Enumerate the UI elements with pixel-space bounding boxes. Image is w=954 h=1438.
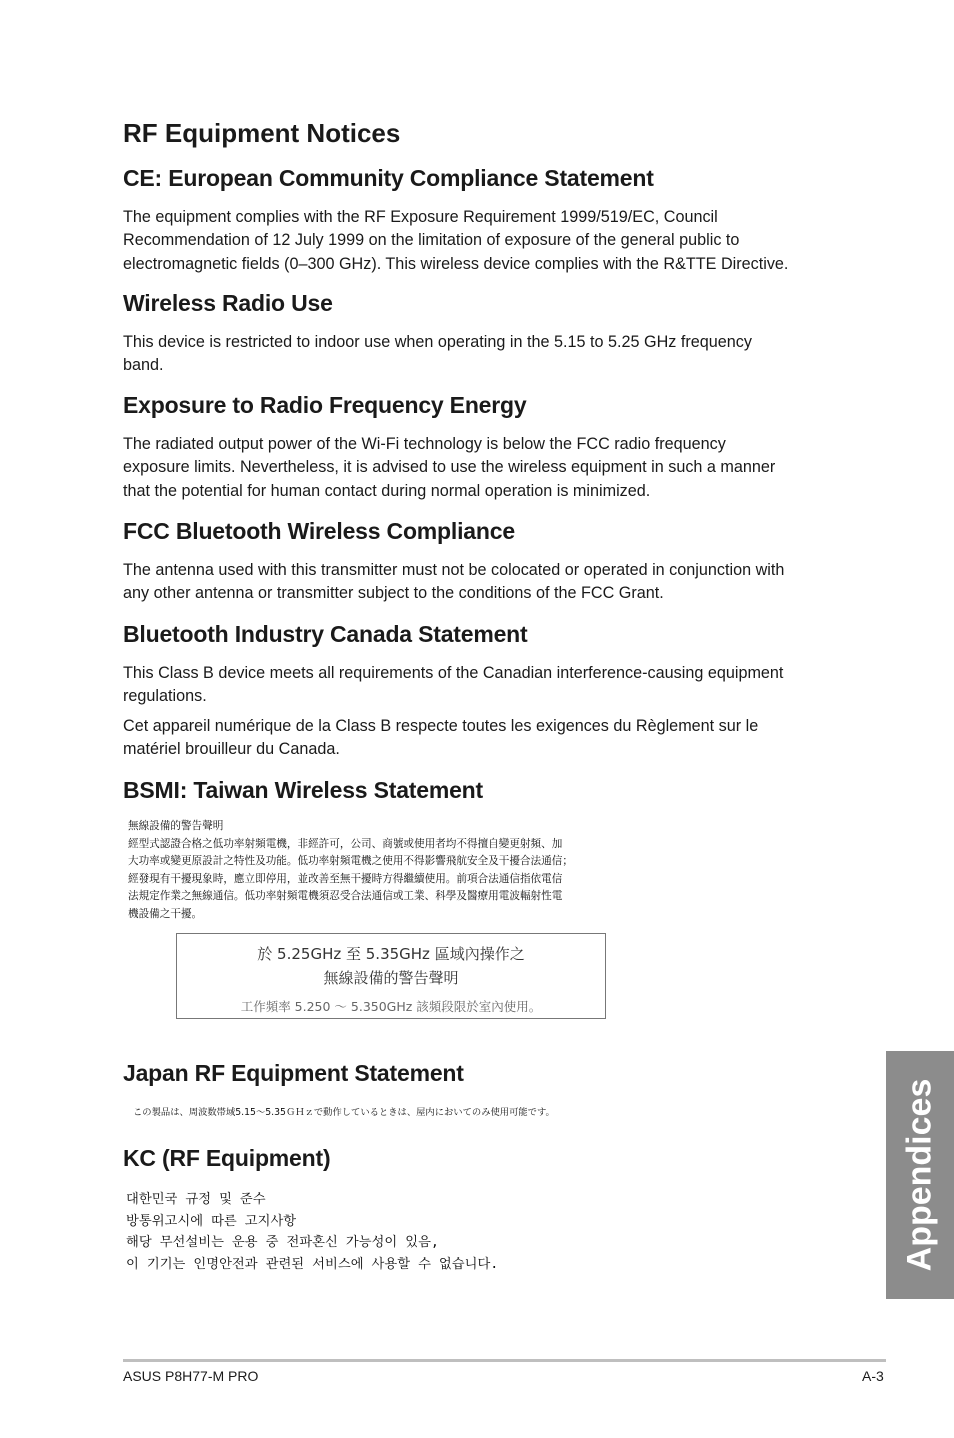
fcc-bluetooth-heading: FCC Bluetooth Wireless Compliance bbox=[123, 518, 515, 544]
footer-product-name: ASUS P8H77-M PRO bbox=[123, 1368, 259, 1384]
ce-paragraph: The equipment complies with the RF Exposure Requirement 1999/519/EC, Council Recommendation of 12 July 1999 on the limitation of exposure of the general public to electromagnetic fields (0–300 GHz). This wireless device complies with the R&TTE Directive. bbox=[123, 208, 789, 273]
japan-statement: この製品は、周波数帯域5.15～5.35ＧＨｚで動作しているときは、屋内においてのみ使用可能です。 bbox=[133, 1107, 555, 1118]
footer-page-number: A-3 bbox=[862, 1368, 884, 1384]
bt-canada-heading: Bluetooth Industry Canada Statement bbox=[123, 621, 528, 647]
kc-statement: 대한민국 규정 및 준수 방통위고시에 따른 고지사항 해당 무선설비는 운용 중 전파혼신 가능성이 있음, 이 기기는 인명안전과 관련된 서비스에 사용할 수 없습니다. bbox=[126, 1192, 499, 1273]
bsmi-box-line-3: 工作頻率 5.250 ～ 5.350GHz 該頻段限於室內使用。 bbox=[240, 999, 542, 1014]
bt-canada-paragraph-fr: Cet appareil numérique de la Class B respecte toutes les exigences du Règlement sur le matériel brouilleur du Canada. bbox=[123, 717, 759, 759]
footer-divider bbox=[123, 1359, 886, 1362]
appendices-tab bbox=[886, 1051, 954, 1299]
wireless-paragraph: This device is restricted to indoor use when operating in the 5.15 to 5.25 GHz frequency band. bbox=[123, 333, 752, 375]
bsmi-warning-box bbox=[176, 933, 606, 1019]
bsmi-statement: 無線設備的警告聲明 經型式認證合格之低功率射頻電機，非經許可，公司、商號或使用者均不得擅自變更射頻、加 大功率或變更原設計之特性及功能。低功率射頻電機之使用不得影響飛航安全及干擾合法通信； 經發現有干擾現象時，應立即停用，並改善至無干擾時方得繼續使用。前項合法通信指依電信 法規定作業之無線通信。低功率射頻電機須忍受合法通信或工業、科學及醫療用電波輻射性電 機設備之干擾。 bbox=[128, 820, 573, 920]
fcc-bluetooth-paragraph: The antenna used with this transmitter must not be colocated or operated in conjunction with any other antenna or transmitter subject to the conditions of the FCC Grant. bbox=[123, 561, 785, 603]
bsmi-heading: BSMI: Taiwan Wireless Statement bbox=[123, 777, 483, 803]
bt-canada-paragraph-en: This Class B device meets all requirements of the Canadian interference-causing equipment regulations. bbox=[123, 664, 784, 706]
bsmi-box-line-2: 無線設備的警告聲明 bbox=[323, 969, 459, 987]
bsmi-box-line-1: 於 5.25GHz 至 5.35GHz 區域內操作之 bbox=[257, 945, 525, 963]
page-title: RF Equipment Notices bbox=[123, 118, 401, 148]
appendices-tab-label: Appendices bbox=[900, 1078, 939, 1272]
exposure-paragraph: The radiated output power of the Wi-Fi technology is below the FCC radio frequency exposure limits. Nevertheless, it is advised to use the wireless equipment in such a manner that the potential for human contact during normal operation is minimized. bbox=[123, 435, 776, 500]
exposure-heading: Exposure to Radio Frequency Energy bbox=[123, 392, 527, 418]
kc-heading: KC (RF Equipment) bbox=[123, 1145, 331, 1171]
ce-heading: CE: European Community Compliance Statement bbox=[123, 165, 654, 191]
wireless-heading: Wireless Radio Use bbox=[123, 290, 333, 316]
japan-heading: Japan RF Equipment Statement bbox=[123, 1060, 464, 1086]
